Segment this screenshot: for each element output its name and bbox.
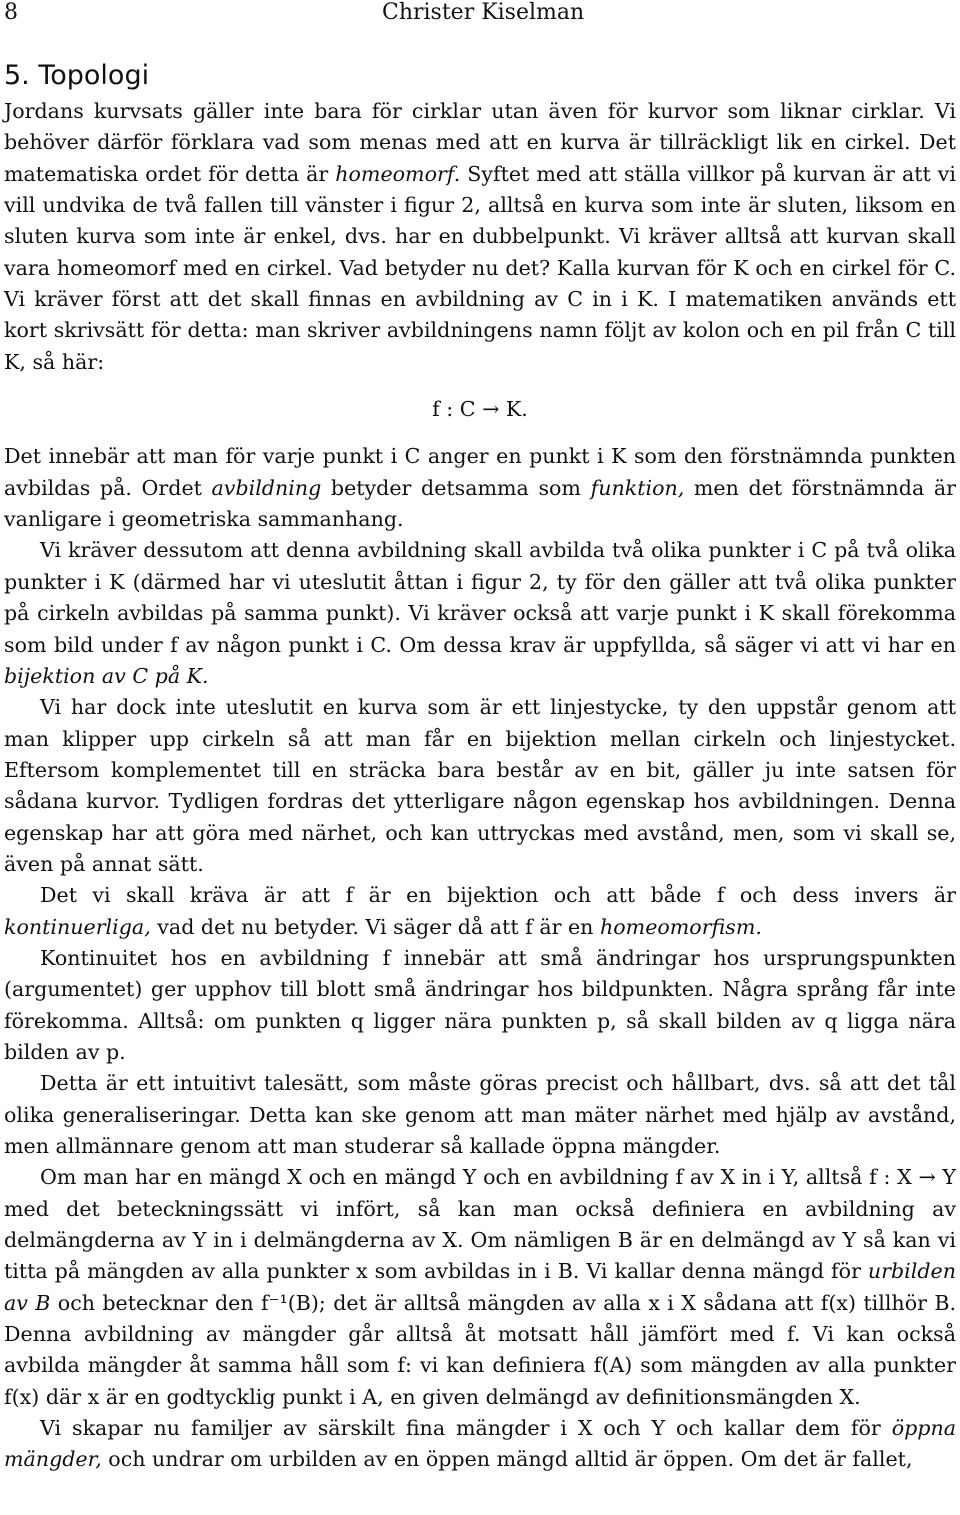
italic-term: bijektion av C på K. xyxy=(4,663,209,688)
running-head-author: Christer Kiselman xyxy=(382,0,585,25)
text-run: Syftet med att ställa villkor på kurvan är att vi vill undvika de två fallen till vänster i figur 2, alltså en kurva som inte är sluten, liksom en sluten kurva som inte är enkel, dvs. har en dubbelpunkt. Vi kräver alltså att kurvan skall vara homeomorf med en cirkel. Vad betyder nu det? Kalla kurvan för K och en cirkel för C. Vi kräver först att det skall finnas en avbildning av C in i K. I matematiken används ett kort skrivsätt för detta: man skriver avbildningens namn följt av kolon och en pil från C till K, så här: xyxy=(4,161,956,374)
text-run: Vi kräver dessutom att denna avbildning skall avbilda två olika punkter i C på två olika punkter i K (därmed har vi uteslutit åttan i figur 2, ty för den gäller att två olika punkter på cirkeln avbildas på samma punkt). Vi kräver också att varje punkt i K skall förekomma som bild under f av någon punkt i C. Om dessa krav är uppfyllda, så säger vi att vi har en xyxy=(4,538,956,657)
text-run: Jordans kurvsats gäller inte bara för cirklar utan även för kurvor som liknar cirklar. Vi behöver därför förklara vad som menas med att en kurva är tillräckligt lik en cirkel. Det matematiska ordet för detta är xyxy=(4,99,956,186)
paragraph: Detta är ett intuitivt talesätt, som måste göras precist och hållbart, dvs. så att det tål olika generaliseringar. Detta kan ske genom att man mäter närhet med hjälp av avstånd, men allmännare genom att man studerar så kallade öppna mängder. xyxy=(4,1071,956,1158)
text-run: Det innebär att man för varje punkt i C anger en punkt i K som den förstnämnda punkten avbildas på. Ordet xyxy=(4,444,956,500)
italic-term: homeomorfism. xyxy=(600,914,762,939)
text-run: Vi skapar nu familjer av särskilt fina mängder i X och Y och kallar dem för xyxy=(40,1416,892,1441)
paragraph: Kontinuitet hos en avbildning f innebär att små ändringar hos ursprungspunkten (argumentet) ger upphov till blott små ändringar hos bildpunkten. Några språng får inte förekomma. Alltså: om punkten q ligger nära punkten p, så skall bilden av q ligga nära bilden av p. xyxy=(4,945,956,1064)
paragraph xyxy=(4,535,956,692)
text-run: Om man har en mängd X och en mängd Y och en avbildning f av X in i Y, alltså f : X → Y med det beteckningssätt vi infört, så kan man också definiera en avbildning av delmängderna av Y in i delmängderna av X. Om nämligen B är en delmängd av Y så kan vi titta på mängden av alla punkter x som avbildas in i B. Vi kallar denna mängd för xyxy=(4,1165,956,1284)
italic-term: funktion, xyxy=(590,475,685,500)
running-header xyxy=(4,0,956,26)
display-formula: f : C → K. xyxy=(432,397,528,422)
italic-term: kontinuerliga, xyxy=(4,914,151,939)
italic-term: homeomorf. xyxy=(335,161,461,186)
paragraph xyxy=(4,96,956,378)
text-run: Det vi skall kräva är att f är en bijektion och att både f och dess invers är xyxy=(40,883,956,908)
text-run: betyder detsamma som xyxy=(321,475,591,500)
text-run: och betecknar den f⁻¹(B); det är alltså mängden av alla x i X sådana att f(x) tillhör B. Denna avbildning av mängder går alltså åt motsatt håll jämfört med f. Vi kan också avbilda mängder åt samma håll som f: vi kan definiera f(A) som mängden av alla punkter f(x) där x är en godtycklig punkt i A, en given delmängd av definitionsmängden X. xyxy=(4,1290,956,1409)
paragraph xyxy=(4,441,956,535)
paragraph: Vi har dock inte uteslutit en kurva som är ett linjestycke, ty den uppstår genom att man klipper upp cirkeln så att man får en bijektion mellan cirkeln och linjestycket. Eftersom komplementet till en sträcka bara består av en bit, gäller ju inte satsen för sådana kurvor. Tydligen fordras det ytterligare någon egenskap hos avbildningen. Denna egenskap har att göra med närhet, och kan uttryckas med avstånd, men, som vi skall se, även på annat sätt. xyxy=(4,695,956,876)
italic-term: avbildning xyxy=(211,475,322,500)
paragraph xyxy=(4,1162,956,1413)
text-run: vad det nu betyder. Vi säger då att f är en xyxy=(150,914,600,939)
italic-term: öppna mängder, xyxy=(4,1416,956,1472)
text-run: och undrar om urbilden av en öppen mängd alltid är öppen. Om det är fallet, xyxy=(101,1447,913,1472)
paragraph xyxy=(4,880,956,943)
page-number: 8 xyxy=(4,0,18,25)
italic-term: urbilden av B xyxy=(4,1259,956,1315)
paragraph xyxy=(4,1413,956,1476)
body-text xyxy=(4,96,956,1476)
text-run: men det förstnämnda är vanligare i geometriska sammanhang. xyxy=(4,475,956,532)
section-heading: 5. Topologi xyxy=(4,60,150,91)
